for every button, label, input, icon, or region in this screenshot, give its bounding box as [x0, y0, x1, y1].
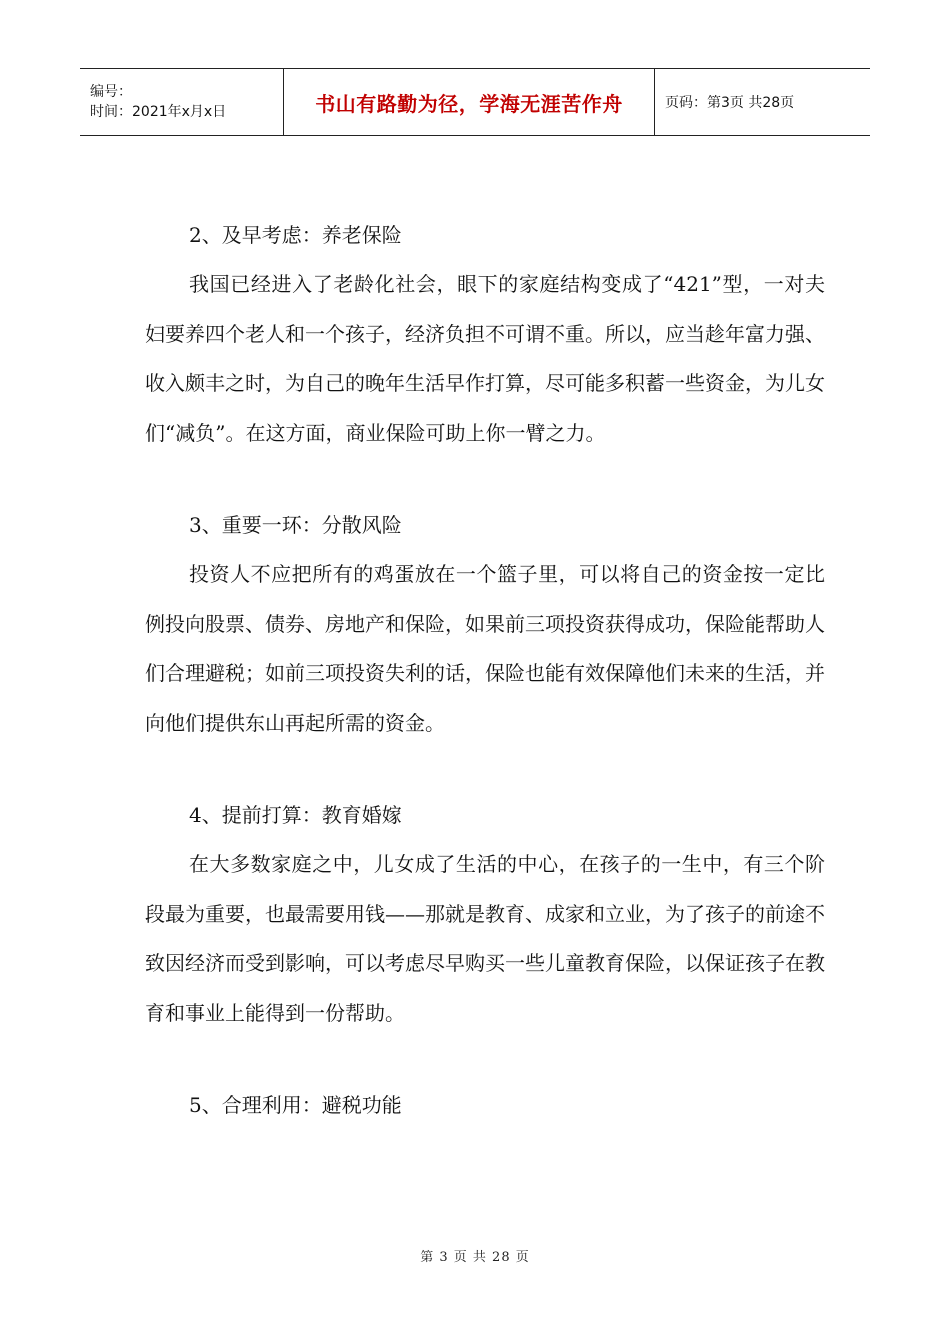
header-page-info: 页码：第3页 共28页 [665, 95, 795, 111]
section-gap [145, 458, 825, 500]
header-page-info-cell [655, 69, 870, 135]
section-gap [145, 1038, 825, 1080]
header-motto: 书山有路勤为径，学海无涯苦作舟 [315, 91, 623, 116]
section-heading-education: 4、提前打算：教育婚嫁 [189, 803, 402, 827]
header-motto-cell [283, 69, 655, 135]
page-footer: 第 3 页 共 28 页 [420, 1250, 530, 1265]
section-paragraph-pension: 我国已经进入了老龄化社会，眼下的家庭结构变成了“421”型，一对夫妇要养四个老人和一个孩子，经济负担不可谓不重。所以，应当趁年富力强、收入颇丰之时，为自己的晚年生活早作打算，尽可能多积蓄一些资金，为儿女们“减负”。在这方面，商业保险可助上你一臂之力。 [145, 272, 825, 445]
document-date: 时间：2021年x月x日 [90, 104, 227, 120]
section-paragraph-education: 在大多数家庭之中，儿女成了生活的中心，在孩子的一生中，有三个阶段最为重要，也最需要用钱——那就是教育、成家和立业，为了孩子的前途不致因经济而受到影响，可以考虑尽早购买一些儿童教育保险，以保证孩子在教育和事业上能得到一份帮助。 [145, 852, 825, 1025]
section-heading-pension: 2、及早考虑：养老保险 [189, 223, 402, 247]
section-heading-tax: 5、合理利用：避税功能 [189, 1093, 402, 1117]
document-number: 编号： [90, 84, 132, 100]
section-paragraph-risk: 投资人不应把所有的鸡蛋放在一个篮子里，可以将自己的资金按一定比例投向股票、债券、房地产和保险，如果前三项投资获得成功，保险能帮助人们合理避税；如前三项投资失利的话，保险也能有效保障他们未来的生活，并向他们提供东山再起所需的资金。 [145, 562, 825, 735]
section-heading-risk: 3、重要一环：分散风险 [189, 513, 402, 537]
document-body [145, 210, 825, 1130]
header-meta [80, 69, 283, 135]
section-gap [145, 748, 825, 790]
document-header [80, 68, 870, 136]
